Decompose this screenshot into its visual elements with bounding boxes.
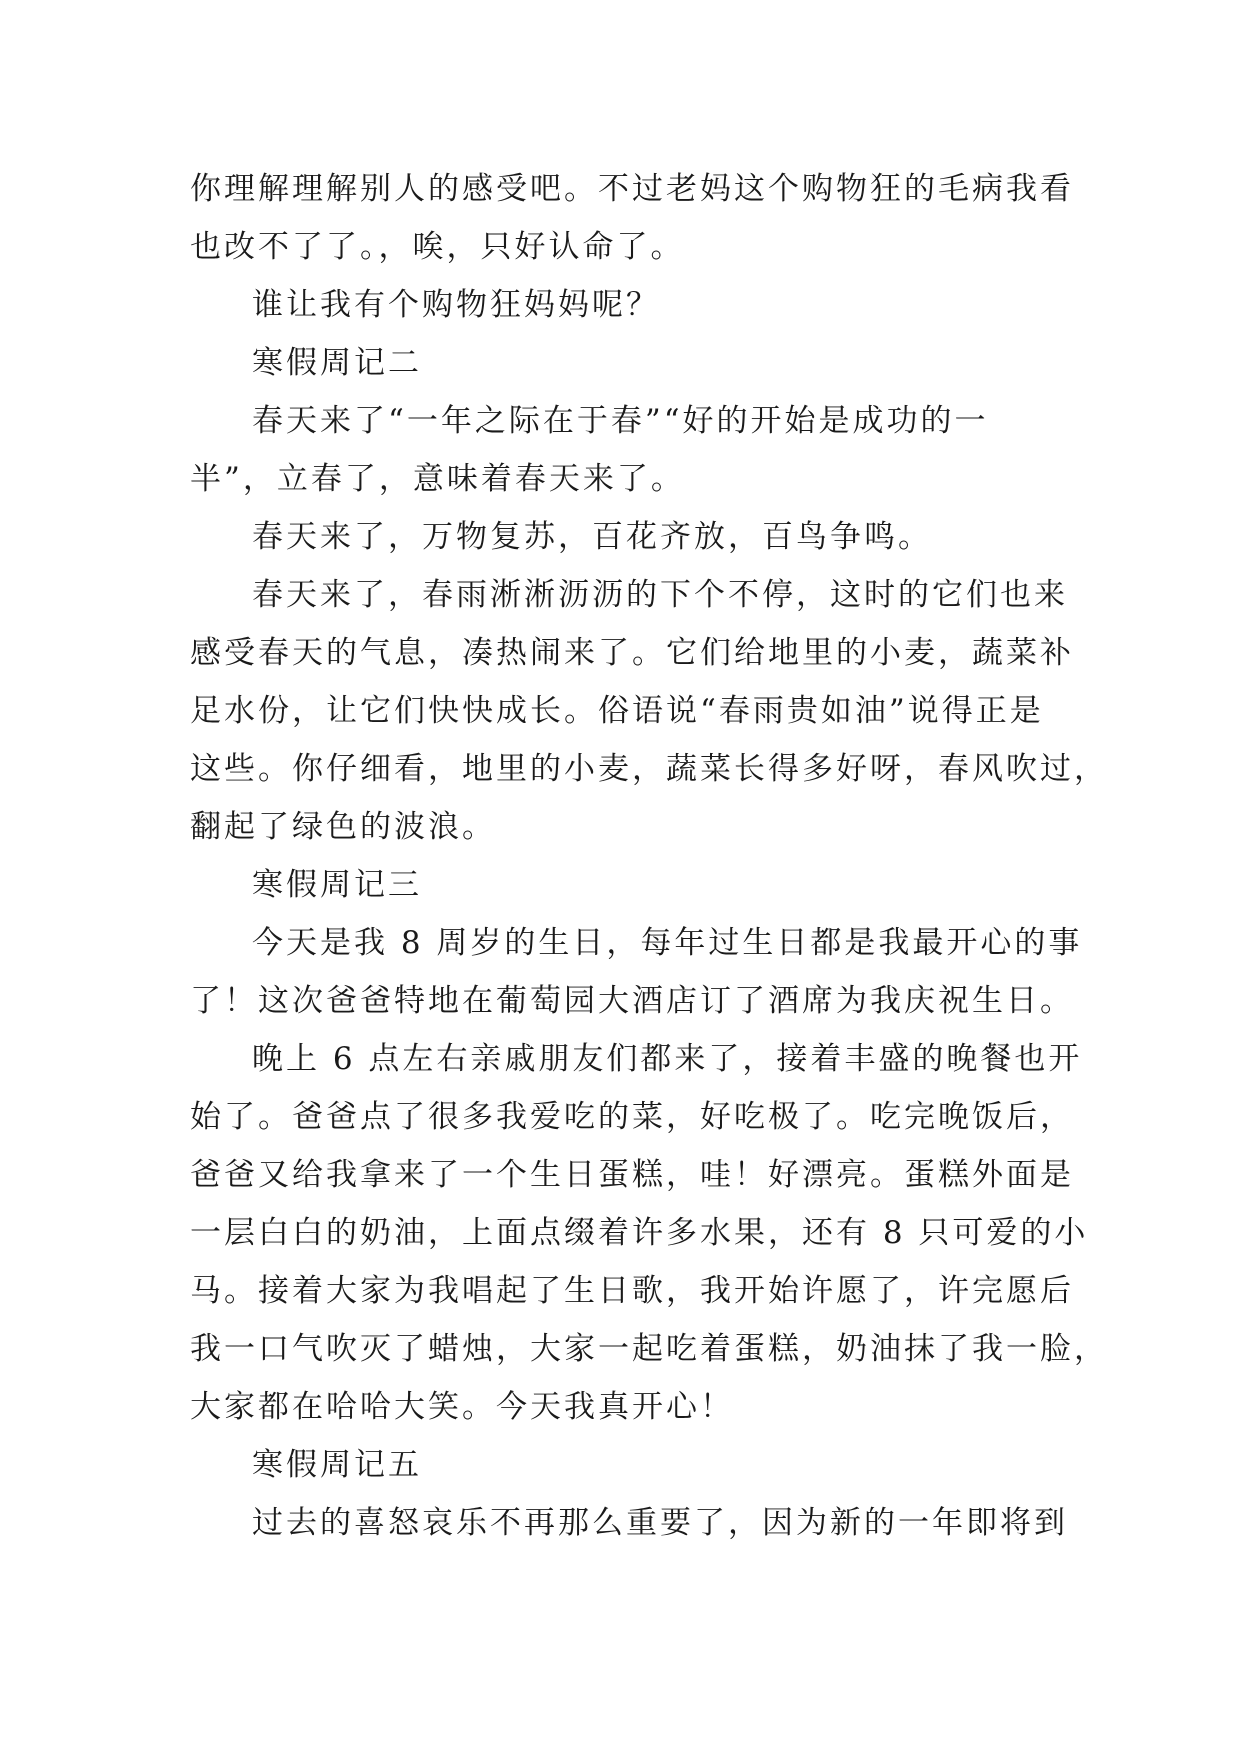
section-heading: [190, 856, 1070, 914]
text-line: 也改不了了。，唉，只好认命了。: [190, 229, 685, 265]
text-line: 谁让我有个购物狂妈妈呢？: [252, 287, 660, 323]
text-line: 翻起了绿色的波浪。: [190, 809, 496, 845]
text-line: 你理解理解别人的感受吧。不过老妈这个购物狂的毛病我看: [190, 171, 1074, 207]
heading-text: 寒假周记五: [252, 1447, 422, 1483]
text-line: 我一口气吹灭了蜡烛，大家一起吃着蛋糕，奶油抹了我一脸，: [190, 1331, 1108, 1367]
paragraph: [190, 508, 1070, 566]
section-heading: [190, 1436, 1070, 1494]
text-line: 了！这次爸爸特地在葡萄园大酒店订了酒席为我庆祝生日。: [190, 983, 1074, 1019]
text-line: 春天来了，万物复苏，百花齐放，百鸟争鸣。: [252, 519, 932, 555]
paragraph: [190, 160, 1074, 276]
text-line: 一层白白的奶油，上面点缀着许多水果，还有 8 只可爱的小: [190, 1215, 1089, 1251]
paragraph: [190, 392, 1070, 508]
text-line: 马。接着大家为我唱起了生日歌，我开始许愿了，许完愿后: [190, 1273, 1074, 1309]
text-line: 今天是我 8 周岁的生日，每年过生日都是我最开心的事: [252, 925, 1083, 961]
paragraph: [190, 914, 1083, 1030]
text-line: 感受春天的气息，凑热闹来了。它们给地里的小麦，蔬菜补: [190, 635, 1074, 671]
text-line: 这些。你仔细看，地里的小麦，蔬菜长得多好呀，春风吹过，: [190, 751, 1108, 787]
paragraph: [190, 276, 1070, 334]
text-line: 始了。爸爸点了很多我爱吃的菜，好吃极了。吃完晚饭后，: [190, 1099, 1074, 1135]
text-line: 爸爸又给我拿来了一个生日蛋糕，哇！好漂亮。蛋糕外面是: [190, 1157, 1074, 1193]
text-line: 晚上 6 点左右亲戚朋友们都来了，接着丰盛的晚餐也开: [252, 1041, 1083, 1077]
text-line: 过去的喜怒哀乐不再那么重要了，因为新的一年即将到: [252, 1505, 1068, 1541]
heading-text: 寒假周记三: [252, 867, 422, 903]
text-line: 足水份，让它们快快成长。俗语说“春雨贵如油”说得正是: [190, 693, 1044, 729]
text-line: 半”，立春了，意味着春天来了。: [190, 461, 685, 497]
document-body: [190, 160, 1108, 1552]
section-heading: [190, 334, 1070, 392]
text-line: 大家都在哈哈大笑。今天我真开心！: [190, 1389, 734, 1425]
paragraph: [190, 1030, 1108, 1436]
heading-text: 寒假周记二: [252, 345, 422, 381]
text-line: 春天来了“一年之际在于春”“好的开始是成功的一: [252, 403, 989, 439]
text-line: 春天来了，春雨淅淅沥沥的下个不停，这时的它们也来: [252, 577, 1068, 613]
paragraph: [190, 566, 1108, 856]
paragraph: [190, 1494, 1070, 1552]
